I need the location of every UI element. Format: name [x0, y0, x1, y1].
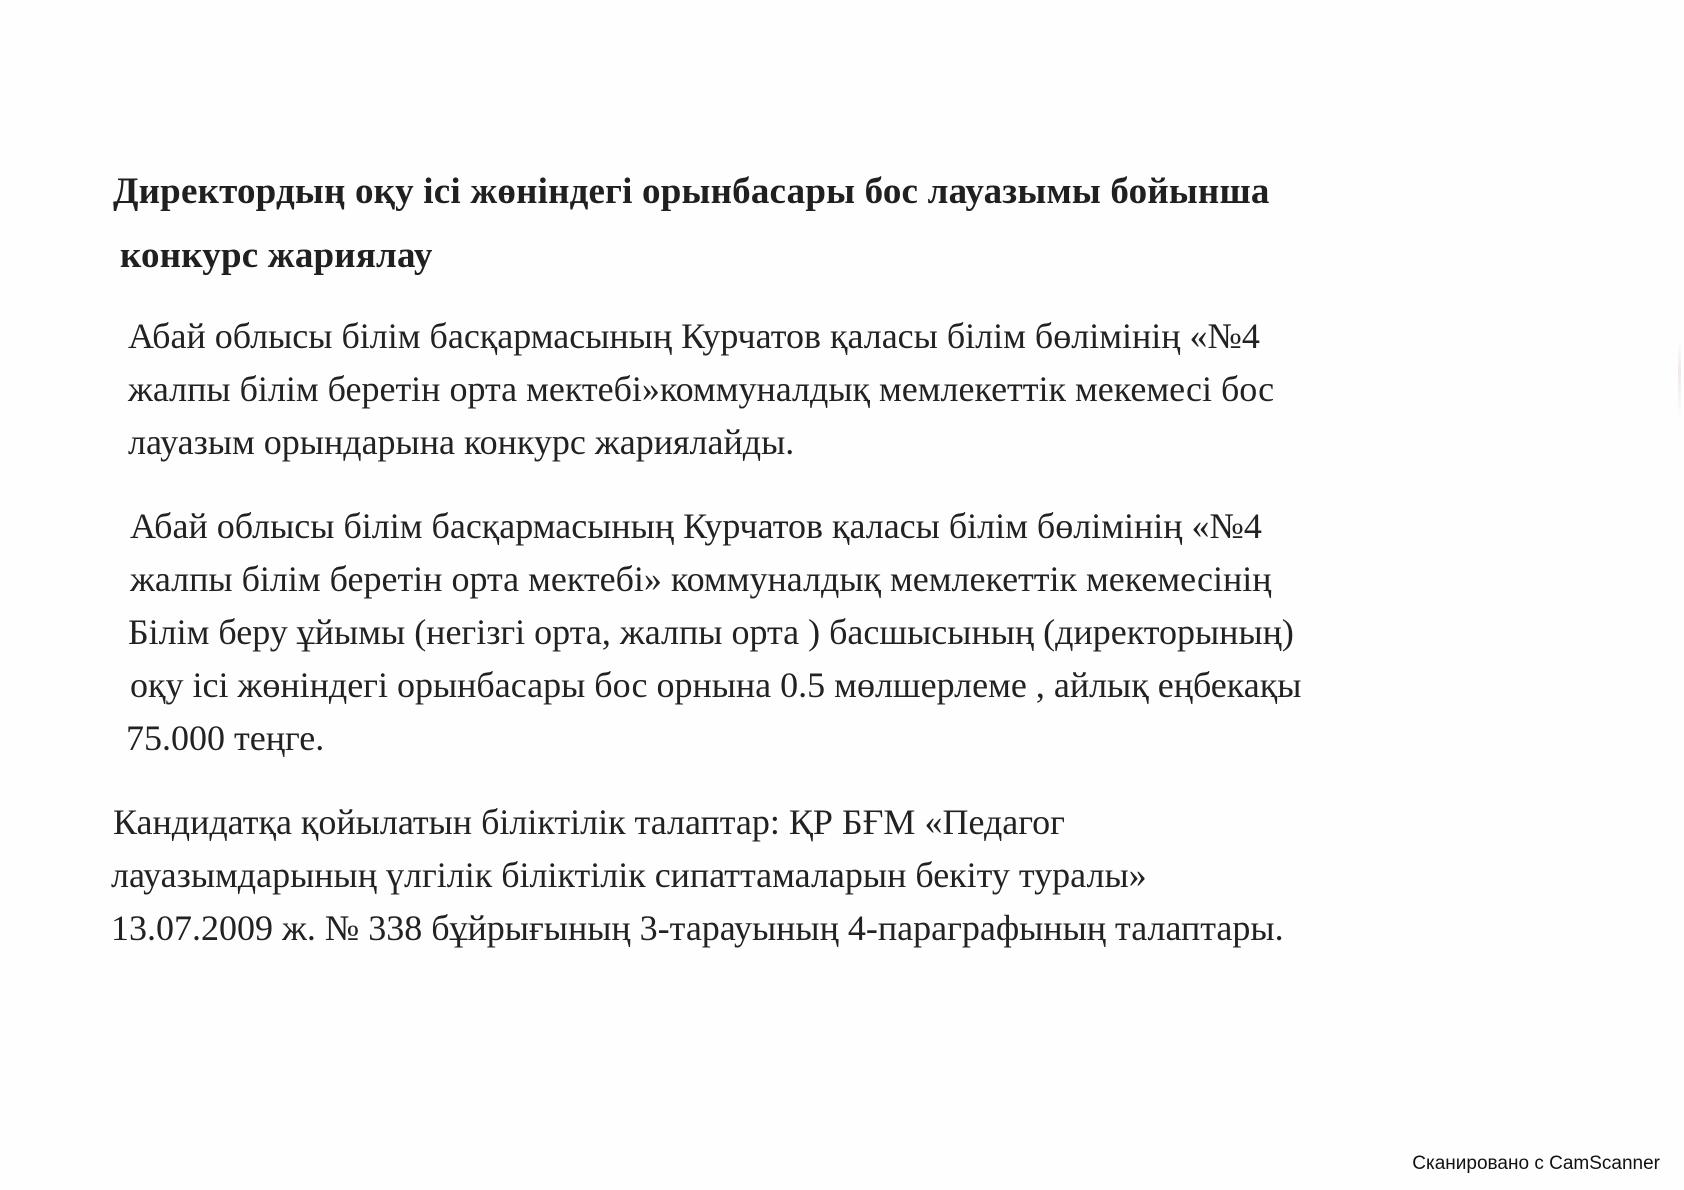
document-title-line-1: Директордың оқу ісі жөніндегі орынбасары бос лауазымы бойынша: [113, 171, 1270, 212]
paragraph-2-line: оқу ісі жөніндегі орынбасары бос орнына 0.5 мөлшерлеме , айлық еңбекақы: [130, 665, 1302, 705]
paragraph-1-line: жалпы білім беретін орта мектебі»коммуналдық мемлекеттік мекемесі бос: [128, 369, 1275, 409]
requirements-line: Кандидатқа қойылатын біліктілік талаптар: ҚР БҒМ «Педагог: [113, 802, 1065, 842]
document-title: [113, 160, 1513, 288]
requirements-line: лауазымдарының үлгілік біліктілік сипаттамаларын бекіту туралы»: [111, 855, 1147, 895]
paragraph-1-line: Абай облысы білім басқармасының Курчатов қаласы білім бөлімінің «№4: [128, 316, 1260, 356]
requirements-paragraph: [113, 796, 1284, 955]
document-title-line-2: конкурс жариялау: [120, 235, 433, 276]
paragraph-2-line: Абай облысы білім басқармасының Курчатов қаласы білім бөлімінің «№4: [130, 506, 1262, 546]
paragraph-2-line: 75.000 теңге.: [126, 718, 325, 758]
announcement-paragraph-1: [128, 310, 1274, 469]
announcement-paragraph-2: [126, 500, 1302, 765]
paragraph-2-line: жалпы білім беретін орта мектебі» коммуналдық мемлекеттік мекемесінің: [130, 559, 1272, 599]
requirements-line: 13.07.2009 ж. № 338 бұйрығының 3-тарауының 4-параграфының талаптары.: [111, 908, 1284, 948]
scan-edge-artifact: [1678, 340, 1681, 420]
paragraph-1-line: лауазым орындарына конкурс жариялайды.: [128, 422, 795, 462]
camscanner-watermark: Сканировано с CamScanner: [1412, 1153, 1660, 1174]
paragraph-2-line: Білім беру ұйымы (негізгі орта, жалпы орта ) басшысының (директорының): [128, 612, 1294, 652]
